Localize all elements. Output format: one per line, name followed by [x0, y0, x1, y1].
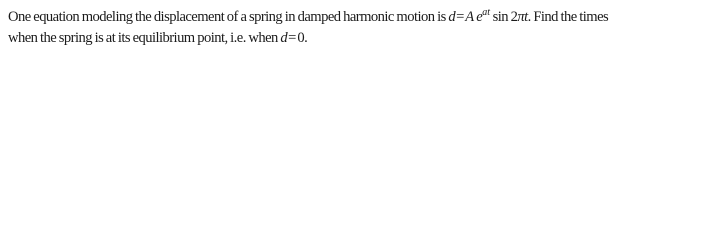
equation-pi-symbol: π	[517, 9, 525, 25]
problem-statement	[8, 7, 698, 49]
equation-variable-a: A	[465, 9, 474, 25]
displacement-equation	[448, 9, 527, 25]
equation-variable-t: t	[524, 9, 528, 25]
equation-base-e: e	[476, 9, 483, 25]
equation-sine-function: sin	[492, 9, 508, 25]
problem-text-condition: when the spring is at its equilibrium point, i.e. when	[8, 30, 281, 46]
equation-coefficient: 2	[510, 9, 518, 25]
condition-variable-d: d	[280, 30, 288, 46]
problem-text-instruction: . Find the times	[527, 9, 609, 25]
condition-zero: 0	[297, 30, 305, 46]
equilibrium-condition	[280, 30, 304, 46]
problem-text-period: .	[304, 30, 308, 46]
problem-text-intro: One equation modeling the displacement of a spring in damped harmonic motion is	[8, 9, 449, 25]
equation-variable-d: d	[448, 9, 456, 25]
equation-equals-sign: =	[456, 9, 465, 25]
problem-line-2	[8, 28, 698, 49]
problem-line-1	[8, 7, 698, 28]
condition-equals-sign: =	[288, 30, 297, 46]
equation-exponent: at	[482, 7, 490, 18]
